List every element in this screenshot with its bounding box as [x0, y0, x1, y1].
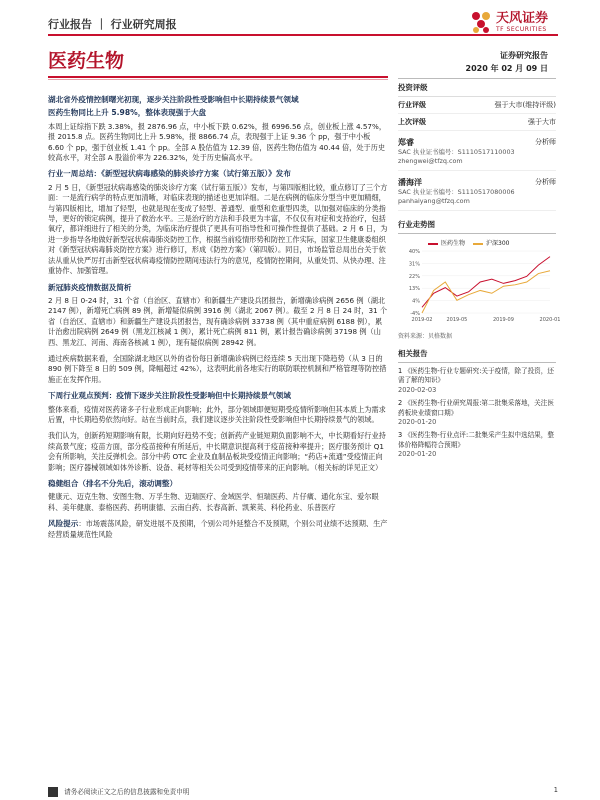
analyst-email[interactable]: zhengwei@tfzq.com	[398, 157, 463, 165]
risk-heading: 风险提示	[48, 519, 79, 529]
section-body: 健康元、迈克生物、安图生物、万孚生物、迈瑞医疗、金域医学、恒瑞医药、片仔癀、通化东宝、爱尔眼科、美年健康、泰格医药、药明康德、云南白药、长春高新、凯莱英、科伦药业、乐普医疗	[48, 492, 379, 512]
y-tick-label: 4%	[412, 298, 420, 305]
trend-chart	[398, 247, 561, 327]
related-date: 2020-01-20	[398, 418, 437, 427]
prev-rating-label: 上次评级	[398, 118, 426, 126]
sidebar	[398, 78, 561, 460]
section-body: 2 月 5 日，《新型冠状病毒感染的肺炎诊疗方案（试行第五版）》发布，与第四版相比较，重点修订了三个方面：一是流行病学的特点更加清晰，对临床表现的描述也更加详细。二是在病例的临床分型当中更加精细，与第四版相比，增加了轻型，也就是现在变成了轻型、普通型、重型和危重型四类，以加强对临床的分类指导，更好的锁定病例，提升了救治水平。三是治疗的方法和手段更为丰富，不仅仅有对症和支持治疗，包括氧疗，都详细进行了相关的分类，为临床治疗提供了更具有可指导性和可操作性提供了基础。2 月 6 日，为进一步指导各地做好新型冠状病毒肺炎防控工作，根据当前疫情形势和防控工作实际，国家卫生健康委组织对《新型冠状病毒肺炎防控方案》进行修订，形成《防控方案》（第四版）。同日，市场监管总局出台关于依法从重从快严厉打击新型冠状病毒疫情防控期间违法行为的意见，疫情防控期间，从重处罚、从快办理、注重协作、加强管理。	[48, 182, 388, 276]
analyst-cert: SAC 执业证书编号：S1110517110003	[398, 148, 515, 156]
y-tick-label: 40%	[408, 249, 420, 255]
prev-rating-row	[398, 114, 556, 131]
legend-item	[473, 238, 509, 247]
related-date: 2020-01-20	[398, 450, 437, 459]
section-body: 通过疾病数据来看，全国除湖北地区以外的省份每日新增确诊病例已经连续 5 天出现下降趋势（从 3 日的 890 例下降至 8 日的 509 例，降幅超过 42%），这表明此前各地实行的联防联控机制和严格管理等防控措施正在发挥作用。	[48, 353, 387, 384]
related-item[interactable]	[398, 367, 556, 395]
related-date: 2020-02-03	[398, 385, 437, 394]
related-text[interactable]: 1 《医药生物-行业专题研究:关于疫情，除了投资，还需了解的知识》	[398, 367, 554, 385]
rating-row	[398, 97, 556, 114]
series-line	[422, 257, 550, 308]
brand-logo	[470, 10, 548, 34]
prev-rating-value: 强于大市	[528, 118, 556, 126]
related-title: 相关报告	[398, 348, 556, 363]
analyst-cert: SAC 执业证书编号：S1110517080006	[398, 188, 515, 196]
report-date: 2020 年 02 月 09 日	[465, 64, 548, 73]
related-item[interactable]	[398, 431, 556, 459]
section-heading: 新冠肺炎疫情数据及简析	[48, 282, 132, 292]
analyst-name: 潘海洋	[398, 178, 422, 187]
x-tick-label: 2020-01	[539, 317, 561, 323]
page-title: 医药生物	[48, 50, 125, 72]
section-heading: 稳健组合（排名不分先后，滚动调整）	[48, 479, 178, 488]
y-tick-label: 13%	[408, 286, 420, 293]
footer	[48, 786, 558, 797]
main-content	[48, 95, 388, 546]
x-tick-label: 2019-09	[493, 317, 514, 323]
brand-name: 天风证券	[496, 10, 549, 26]
rating-value: 强于大市(维持评级)	[494, 101, 556, 109]
title-stripe	[48, 76, 388, 78]
rating-label: 行业评级	[398, 101, 426, 109]
analyst-card	[398, 137, 556, 171]
related-item[interactable]	[398, 399, 556, 427]
section-heading: 湖北省外疫情控制曙光初现，逐步关注阶段性受影响但中长期持续景气领域	[48, 95, 299, 104]
title-stripe-light	[48, 79, 388, 80]
section-body: 2 月 8 日 0-24 时，31 个省（自治区、直辖市）和新疆生产建设兵团报告，新增确诊病例 2656 例（湖北 2147 例），新增死亡病例 89 例，新增疑似病例 3916 例（湖北 2067 例）。截至 2 月 8 日 24 时，31 个省（自治区、直辖市）和新疆生产建设兵团报告，现有确诊病例 33738 例（其中重症病例 6188 例），累计治愈出院病例 2649 例（黑龙江核减 1 例），累计死亡病例 811 例，累计报告确诊病例 37198 例（山西、黑龙江、河南、海南各核减 1 例），现有疑似病例 28942 例。	[48, 295, 388, 347]
analyst-email[interactable]: panhaiyang@tfzq.com	[398, 197, 470, 205]
section-subheading: 医药生物同比上升 5.98%，整体表现强于大盘	[48, 108, 207, 118]
legend-swatch	[428, 243, 438, 245]
section-body: 本周上证综指下跌 3.38%，报 2876.96 点，中小板下跌 0.62%，报 6996.56 点，创业板上涨 4.57%，报 2015.8 点。医药生物同比上升 5.98%，报 8866.74 点，表现强于上证 9.36 个 pp，强于中小板 6.60 个 pp，强于创业板 1.41 个 pp。全部 A 股估值为 12.39 倍，医药生物估值为 40.44 倍，处于历史较高水平，对全部 A 股溢价率为 226.32%，处于历史偏高水平。	[48, 121, 387, 163]
logo-mark-icon	[470, 10, 492, 34]
report-category: 行业报告 ｜ 行业研究周报	[48, 18, 177, 31]
related-text[interactable]: 2 《医药生物-行业研究周报:第二批集采落地，关注医药板块业绩窗口期》	[398, 399, 554, 417]
x-tick-label: 2019-02	[411, 317, 433, 323]
disclaimer-text[interactable]: 请务必阅读正文之后的信息披露和免责申明	[64, 788, 190, 796]
section-heading: 下周行业观点预判：疫情下逐步关注阶段性受影响但中长期持续景气领域	[48, 391, 291, 401]
risk-colon: ：	[78, 519, 86, 529]
series-line	[422, 271, 550, 313]
analyst-role: 分析师	[535, 138, 556, 146]
brand-en: TF SECURITIES	[496, 25, 547, 33]
rating-box	[398, 78, 556, 131]
section-body: 我们认为，创新药短期影响有限，长期向好趋势不变；创新药产业链短期负面影响不大，中长期看好行业持续高景气度；疫苗方面，部分疫苗接种有所延后，中长期意识提高利于疫苗接种率提升；医疗服务预计 Q1 会有所影响，关注反弹机会。部分中药 OTC 企业及血制品板块受疫情正向影响；“药店+流通”受疫情正向影响；医疗器械领域如体外诊断、设备、耗材等相关公司受到疫情带来的正向影响。（相关标的详见正文）	[48, 431, 386, 472]
qr-code-icon	[48, 787, 58, 797]
risk-body: 市场震荡风险，研发进展不及预期，个别公司外延整合不及预期，个别公司业绩不达预期、生产经营质量规范性风险	[48, 519, 388, 539]
legend-label: 沪深300	[486, 240, 510, 247]
rating-title: 投资评级	[398, 79, 556, 97]
chart-source: 资料来源：贝格数据	[398, 333, 453, 340]
header-rule	[48, 34, 558, 36]
chart-legend	[428, 238, 556, 247]
analyst-card	[398, 177, 556, 211]
page-number: 1	[553, 786, 558, 794]
trend-title: 行业走势图	[398, 219, 556, 234]
risk-paragraph	[48, 519, 388, 540]
section-heading: 行业一周总结：《新型冠状病毒感染的肺炎诊疗方案（试行第五版）》发布	[48, 169, 291, 179]
legend-label: 医药生物	[441, 240, 466, 247]
legend-item	[428, 238, 465, 247]
related-text[interactable]: 3 《医药生物-行业点评:二批集采产生拟中选结果，整体价格降幅符合预期》	[398, 431, 554, 449]
y-tick-label: -4%	[410, 311, 420, 317]
report-type: 证券研究报告	[500, 51, 548, 60]
y-tick-label: 31%	[408, 261, 420, 268]
analyst-name: 郑睿	[398, 138, 414, 147]
x-tick-label: 2019-05	[446, 317, 468, 323]
section-body: 整体来看，疫情对医药诸多子行业形成正向影响；此外，部分领域即便短期受疫情所影响但其本质上为需求后置，中长期趋势依然向好。站在当前时点，我们建议逐步关注阶段性受影响但中长期持续景气的领域。	[48, 404, 386, 424]
y-tick-label: 22%	[408, 273, 420, 280]
legend-swatch	[473, 243, 483, 245]
analyst-role: 分析师	[535, 178, 556, 186]
